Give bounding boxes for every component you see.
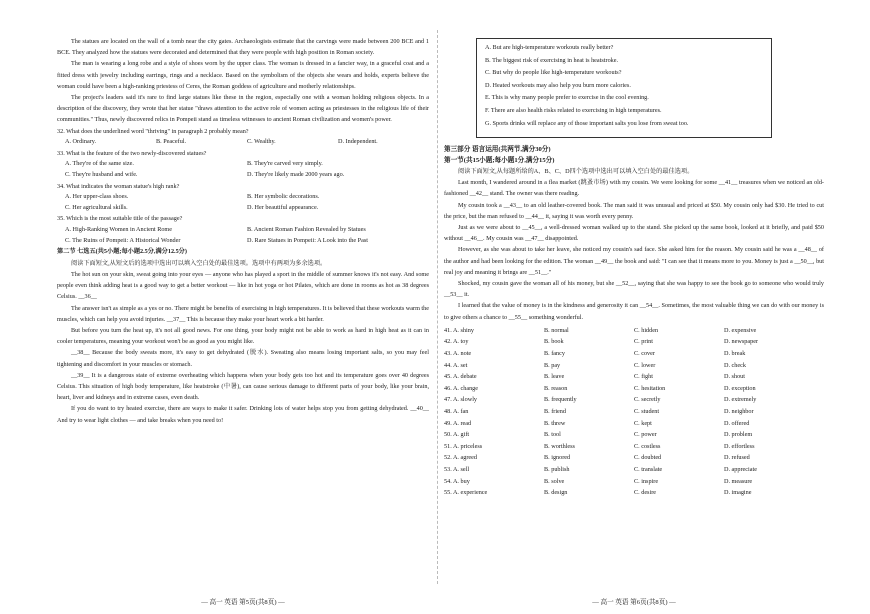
option[interactable]: C. The Ruins of Pompeii: A Historical Wonder xyxy=(65,236,181,244)
page-footer: — 高一 英语 第5页(共8页) — xyxy=(201,599,285,606)
choice-option[interactable]: B. book xyxy=(544,338,564,346)
choice-option[interactable]: B. threw xyxy=(544,419,566,427)
page-divider xyxy=(437,30,438,584)
choice-option[interactable]: C. doubted xyxy=(634,454,662,462)
cloze-passage xyxy=(444,177,824,323)
box-option: G. Sports drinks will replace any of those important salts you lose from sweat too. xyxy=(485,119,689,127)
passage-1 xyxy=(57,36,429,126)
choice-option[interactable]: D. shout xyxy=(724,373,745,381)
choice-number-option-a[interactable]: 45. A. debate xyxy=(444,373,477,381)
choice-option[interactable]: C. print xyxy=(634,338,653,346)
choice-option[interactable]: B. publish xyxy=(544,465,570,473)
choice-option[interactable]: D. break xyxy=(724,350,746,358)
question-stem: 33. What is the feature of the two newly-discovered statues? xyxy=(57,149,207,157)
left-page xyxy=(57,0,429,614)
option[interactable]: C. They're husband and wife. xyxy=(65,171,138,178)
choice-number-option-a[interactable]: 42. A. toy xyxy=(444,338,469,346)
passage-2-para: The hot sun on your skin, sweat going into your eyes — anyone who has played a sport in the middle of summer knows it's not easy. And some people even think adding heat is a good way to get a better workout — like in hot yoga or hot Pilates, which are done in rooms as hot as 38 degrees Celsius. __36__ xyxy=(57,270,429,301)
choice-option[interactable]: D. neighbor xyxy=(724,408,754,415)
choice-number-option-a[interactable]: 50. A. gift xyxy=(444,431,470,439)
section1-instructions: 阅读下面短文,从每题所给的A、B、C、D四个选项中选出可以填入空白处的最佳选项。 xyxy=(458,168,694,175)
box-option: F. There are also health risks related to exercising in high temperatures. xyxy=(485,106,662,114)
choice-option[interactable]: B. reason xyxy=(544,384,568,392)
choice-option[interactable]: D. exception xyxy=(724,384,756,392)
box-option: E. This is why many people prefer to exercise in the cool evening. xyxy=(485,94,649,102)
choice-option[interactable]: D. appreciate xyxy=(724,465,757,473)
cloze-para: I learned that the value of money is in the kindness and generosity it can __54__. Sometimes, the most valuable thing we can do with our money is to give others a chance to __55__ something wonderful. xyxy=(444,302,824,321)
question-stem: 35. Which is the most suitable title of the passage? xyxy=(57,215,183,223)
passage-1-para: The project's leaders said it's rare to find large statues like these in the region, especially one with a woman holding religious objects. In a description of the discovery, they wrote that her statue "draws attention to the active role of women acting as priestesses in the religious life of their communities." Thus, newly discovered relics in Pompeii stand as timeless witnesses to ancient Roman civilization and women's power. xyxy=(57,94,429,124)
choice-option[interactable]: C. fight xyxy=(634,373,653,381)
choice-option[interactable]: B. fancy xyxy=(544,350,565,358)
choice-number-option-a[interactable]: 52. A. agreed xyxy=(444,454,477,462)
cloze-choices xyxy=(444,325,824,499)
option[interactable]: D. Independent. xyxy=(338,138,378,146)
choice-number-option-a[interactable]: 44. A. set xyxy=(444,361,468,369)
choice-option[interactable]: D. expensive xyxy=(724,326,757,334)
choice-option[interactable]: B. solve xyxy=(544,477,565,485)
choice-option[interactable]: C. hesitation xyxy=(634,384,666,392)
passage-2-para: If you do want to try heated exercise, there are ways to make it safer. Drinking lots of water helps stop you from getting dehydrated. __40__ And try to wear light clothes — and take breaks when you need to! xyxy=(57,405,429,424)
choice-option[interactable]: C. student xyxy=(634,408,660,415)
box-option: A. But are high-temperature workouts really better? xyxy=(485,44,614,51)
choice-number-option-a[interactable]: 41. A. shiny xyxy=(444,326,474,334)
choice-option[interactable]: C. translate xyxy=(634,465,663,473)
cloze-para: Just as we were about to __45__, a well-dressed woman walked up to the stand. She picked up the same book, looked at it briefly, and paid $50 without __46__. My cousin was __47__ disappointed. xyxy=(444,224,824,243)
passage-1-para: The man is wearing a long robe and a style of shoes worn by the upper class. The woman is dressed in a fancier way, in a graceful coat and a fitted dress with jewelry including earrings, rings and a necklace. Based on the symbolism of the objects she wears and holds, experts believe the woman could have been a high-ranking priestess of Ceres, the Roman goddess of agriculture and motherly relationships. xyxy=(57,60,429,90)
choice-option[interactable]: D. effortless xyxy=(724,442,755,450)
option[interactable]: A. Ordinary. xyxy=(65,138,97,146)
choice-number-option-a[interactable]: 48. A. fan xyxy=(444,408,469,415)
question-options xyxy=(57,159,429,180)
choice-option[interactable]: C. secretly xyxy=(634,396,661,404)
choice-number-option-a[interactable]: 43. A. note xyxy=(444,350,472,358)
option[interactable]: D. Rare Statues in Pompeii: A Look into the Past xyxy=(247,236,368,244)
cloze-para: Shocked, my cousin gave the woman all of his money, but she __52__, saying that she was happy to see the book go to someone who would truly __53__ it. xyxy=(444,280,824,299)
choice-option[interactable]: D. imagine xyxy=(724,489,752,497)
choice-option[interactable]: B. friend xyxy=(544,408,566,415)
choice-option[interactable]: C. cover xyxy=(634,350,655,358)
section2-instructions: 阅读下面短文,从短文后的选项中选出可以填入空白处的最佳选项。选项中有两项为多余选项。 xyxy=(71,259,327,267)
choice-option[interactable]: C. power xyxy=(634,431,657,439)
option[interactable]: A. Her upper-class shoes. xyxy=(65,193,129,201)
choice-option[interactable]: B. worthless xyxy=(544,442,575,450)
choice-number-option-a[interactable]: 53. A. sell xyxy=(444,465,470,473)
box-option: C. But why do people like high-temperature workouts? xyxy=(485,69,622,77)
part3-title: 第三部分 语言运用(共两节,满分30分) xyxy=(444,146,551,153)
option[interactable]: A. High-Ranking Women in Ancient Rome xyxy=(65,225,172,233)
passage-2-para: __38__ Because the body sweats more, it's easy to get dehydrated (脱水). Sweating also means losing important salts, so you may feel tightening and discomfort in your muscles or stomach. xyxy=(57,349,429,368)
option[interactable]: D. Her beautiful appearance. xyxy=(247,203,319,211)
questions-32-35 xyxy=(57,127,429,247)
choice-number-option-a[interactable]: 47. A. slowly xyxy=(444,396,478,404)
choice-number-option-a[interactable]: 51. A. priceless xyxy=(444,442,483,450)
option[interactable]: B. Peaceful. xyxy=(156,138,187,146)
section1-title: 第一节(共15小题;每小题1分,满分15分) xyxy=(444,157,555,164)
choice-option[interactable]: C. kept xyxy=(634,419,652,427)
choice-option[interactable]: C. inspire xyxy=(634,477,659,485)
passage-1-para: The statues are located on the wall of a tomb near the city gates. Archaeologists estimate that the carvings were made between 200 BCE and 1 BCE. They analyzed how the statues were decorated and determined that they were people with high position in Roman society. xyxy=(57,38,429,57)
option[interactable]: A. They're of the same size. xyxy=(65,160,134,168)
choice-option[interactable]: B. tool xyxy=(544,431,561,439)
question-options xyxy=(57,137,429,148)
choice-option[interactable]: C. costless xyxy=(634,442,661,450)
choice-number-option-a[interactable]: 54. A. buy xyxy=(444,477,470,485)
cloze-para: However, as she was about to take her leave, she noticed my cousin's sad face. She asked him for the reason. My cousin said he was a __48__ of the author and had been looking for the edition. The woman __49__ the book and said: "I can see that it means more to you. Money is just a __50__, but real joy and meaning it brings are __51__." xyxy=(444,246,824,276)
choice-option[interactable]: B. normal xyxy=(544,326,569,334)
passage-2-para: The answer isn't as simple as a yes or no. There might be benefits of exercising in high temperatures. It is believed that these workouts warm the muscles, which can help you avoid injuries. __37__ This is because they make your heart work a bit harder. xyxy=(57,304,429,323)
choice-option[interactable]: C. desire xyxy=(634,489,656,497)
choice-option[interactable]: D. extremely xyxy=(724,396,757,404)
option[interactable]: C. Wealthy. xyxy=(247,138,276,146)
box-option: B. The biggest risk of exercising in heat is heatstroke. xyxy=(485,56,619,64)
choice-option[interactable]: B. design xyxy=(544,489,568,497)
choice-option[interactable]: B. ignored xyxy=(544,454,571,462)
option[interactable]: D. They're likely made 2000 years ago. xyxy=(247,171,345,178)
question-options xyxy=(57,192,429,213)
choice-number-option-a[interactable]: 46. A. change xyxy=(444,384,479,392)
choice-option[interactable]: B. pay xyxy=(544,361,561,369)
passage-2 xyxy=(57,269,429,426)
cloze-para: My cousin took a __43__ to an old leather-covered book. The man said it was unusual and priced at $50. My cousin only had $30. He tried to cut the price, but the man refused to __44__ it, saying it was worth every penny. xyxy=(444,201,824,220)
choice-number-option-a[interactable]: 49. A. read xyxy=(444,419,472,427)
passage-2-para: But before you turn the heat up, it's not all good news. For one thing, your body might not be able to work as hard in high heat as it can in cooler temperatures, meaning your workout won't be as good as you might like. xyxy=(57,326,429,346)
question-stem: 32. What does the underlined word "thriving" in paragraph 2 probably mean? xyxy=(57,127,249,135)
choice-option[interactable]: D. problem xyxy=(724,431,753,439)
question-options xyxy=(57,225,429,246)
section2-title: 第二节 七选五(共5小题;每小题2.5分,满分12.5分) xyxy=(57,248,187,256)
choice-option[interactable]: D. newspaper xyxy=(724,338,759,346)
option[interactable]: B. They're carved very simply. xyxy=(247,160,323,168)
question-stem: 34. What indicates the woman statue's high rank? xyxy=(57,182,180,190)
passage-2-para: __39__ It is a dangerous state of extreme overheating which happens when your body gets too hot and its temperature goes over 40 degrees Celsius. This situation of high body temperature, like heatstroke (中暑), can cause serious damage to different parts of your body, like your brain, heart, liver and kidneys and in extreme cases, even death. xyxy=(57,371,429,402)
choice-number-option-a[interactable]: 55. A. experience xyxy=(444,489,488,497)
cloze-para: Last month, I wandered around in a flea market (跳蚤市场) with my cousin. We were looking for some __41__ treasures when we noticed an old-fashioned __42__ stand. The owner was there reading. xyxy=(444,179,824,198)
choice-option[interactable]: D. check xyxy=(724,361,746,369)
choice-option[interactable]: D. measure xyxy=(724,477,753,485)
choice-option[interactable]: D. refused xyxy=(724,454,750,462)
option[interactable]: B. Her symbolic decorations. xyxy=(247,193,320,201)
choice-option[interactable]: D. offered xyxy=(724,419,750,427)
choice-option[interactable]: B. frequently xyxy=(544,396,577,404)
option[interactable]: C. Her agricultural skills. xyxy=(65,203,128,211)
right-page xyxy=(444,0,824,614)
choice-option[interactable]: C. hidden xyxy=(634,326,659,334)
box-option: D. Heated workouts may also help you burn more calories. xyxy=(485,81,631,89)
choice-option[interactable]: C. lower xyxy=(634,361,656,369)
choice-option[interactable]: B. leave xyxy=(544,373,565,381)
page-footer: — 高一 英语 第6页(共8页) — xyxy=(592,599,676,606)
option[interactable]: B. Ancient Roman Fashion Revealed by Statues xyxy=(247,225,366,233)
